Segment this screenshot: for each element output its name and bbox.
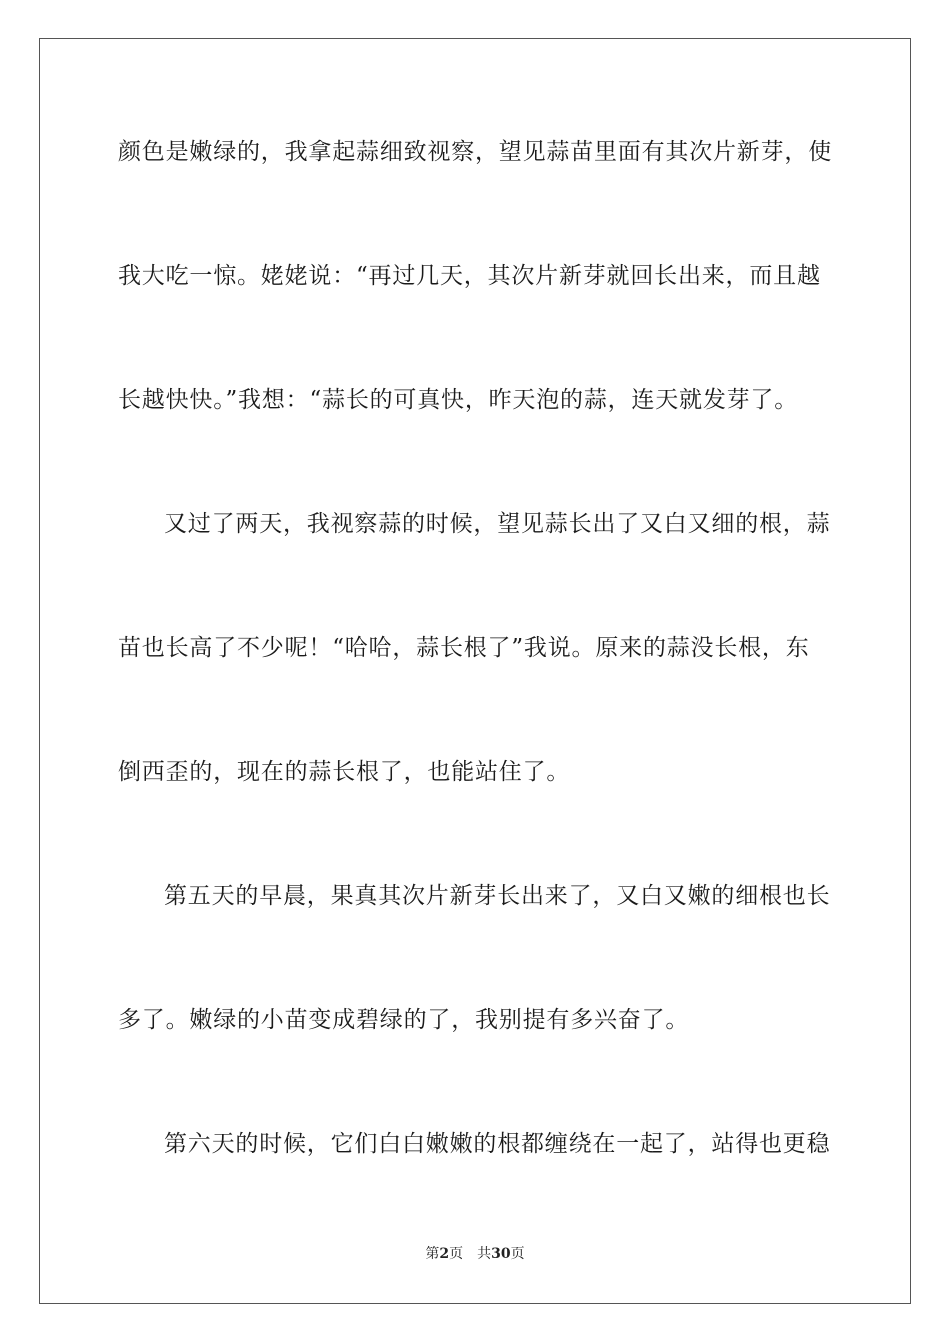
page-footer	[0, 1244, 950, 1264]
text-line-3: 长越快快。”我想：“蒜长的可真快，昨天泡的蒜，连天就发芽了。	[118, 387, 799, 413]
text-line-6: 倒西歪的，现在的蒜长根了，也能站住了。	[118, 759, 571, 785]
footer-page-current: 2	[439, 1246, 450, 1262]
footer-total-prefix: 共	[477, 1246, 492, 1262]
page-border	[39, 38, 911, 1304]
text-line-8: 多了。嫩绿的小苗变成碧绿的了，我别提有多兴奋了。	[118, 1007, 690, 1033]
footer-page-suffix: 页	[449, 1246, 464, 1262]
text-line-9: 第六天的时候，它们白白嫩嫩的根都缠绕在一起了，站得也更稳	[164, 1131, 831, 1157]
footer-page-prefix: 第	[425, 1246, 440, 1262]
footer-page-total: 30	[491, 1246, 511, 1262]
text-line-4: 又过了两天，我视察蒜的时候，望见蒜长出了又白又细的根，蒜	[164, 511, 831, 537]
footer-total-suffix: 页	[510, 1246, 525, 1262]
text-line-2: 我大吃一惊。姥姥说：“再过几天，其次片新芽就回长出来，而且越	[118, 263, 821, 289]
text-line-1: 颜色是嫩绿的，我拿起蒜细致视察，望见蒜苗里面有其次片新芽，使	[118, 139, 832, 165]
text-line-5: 苗也长高了不少呢！“哈哈，蒜长根了”我说。原来的蒜没长根，东	[118, 635, 810, 661]
text-line-7: 第五天的早晨，果真其次片新芽长出来了，又白又嫩的细根也长	[164, 883, 831, 909]
